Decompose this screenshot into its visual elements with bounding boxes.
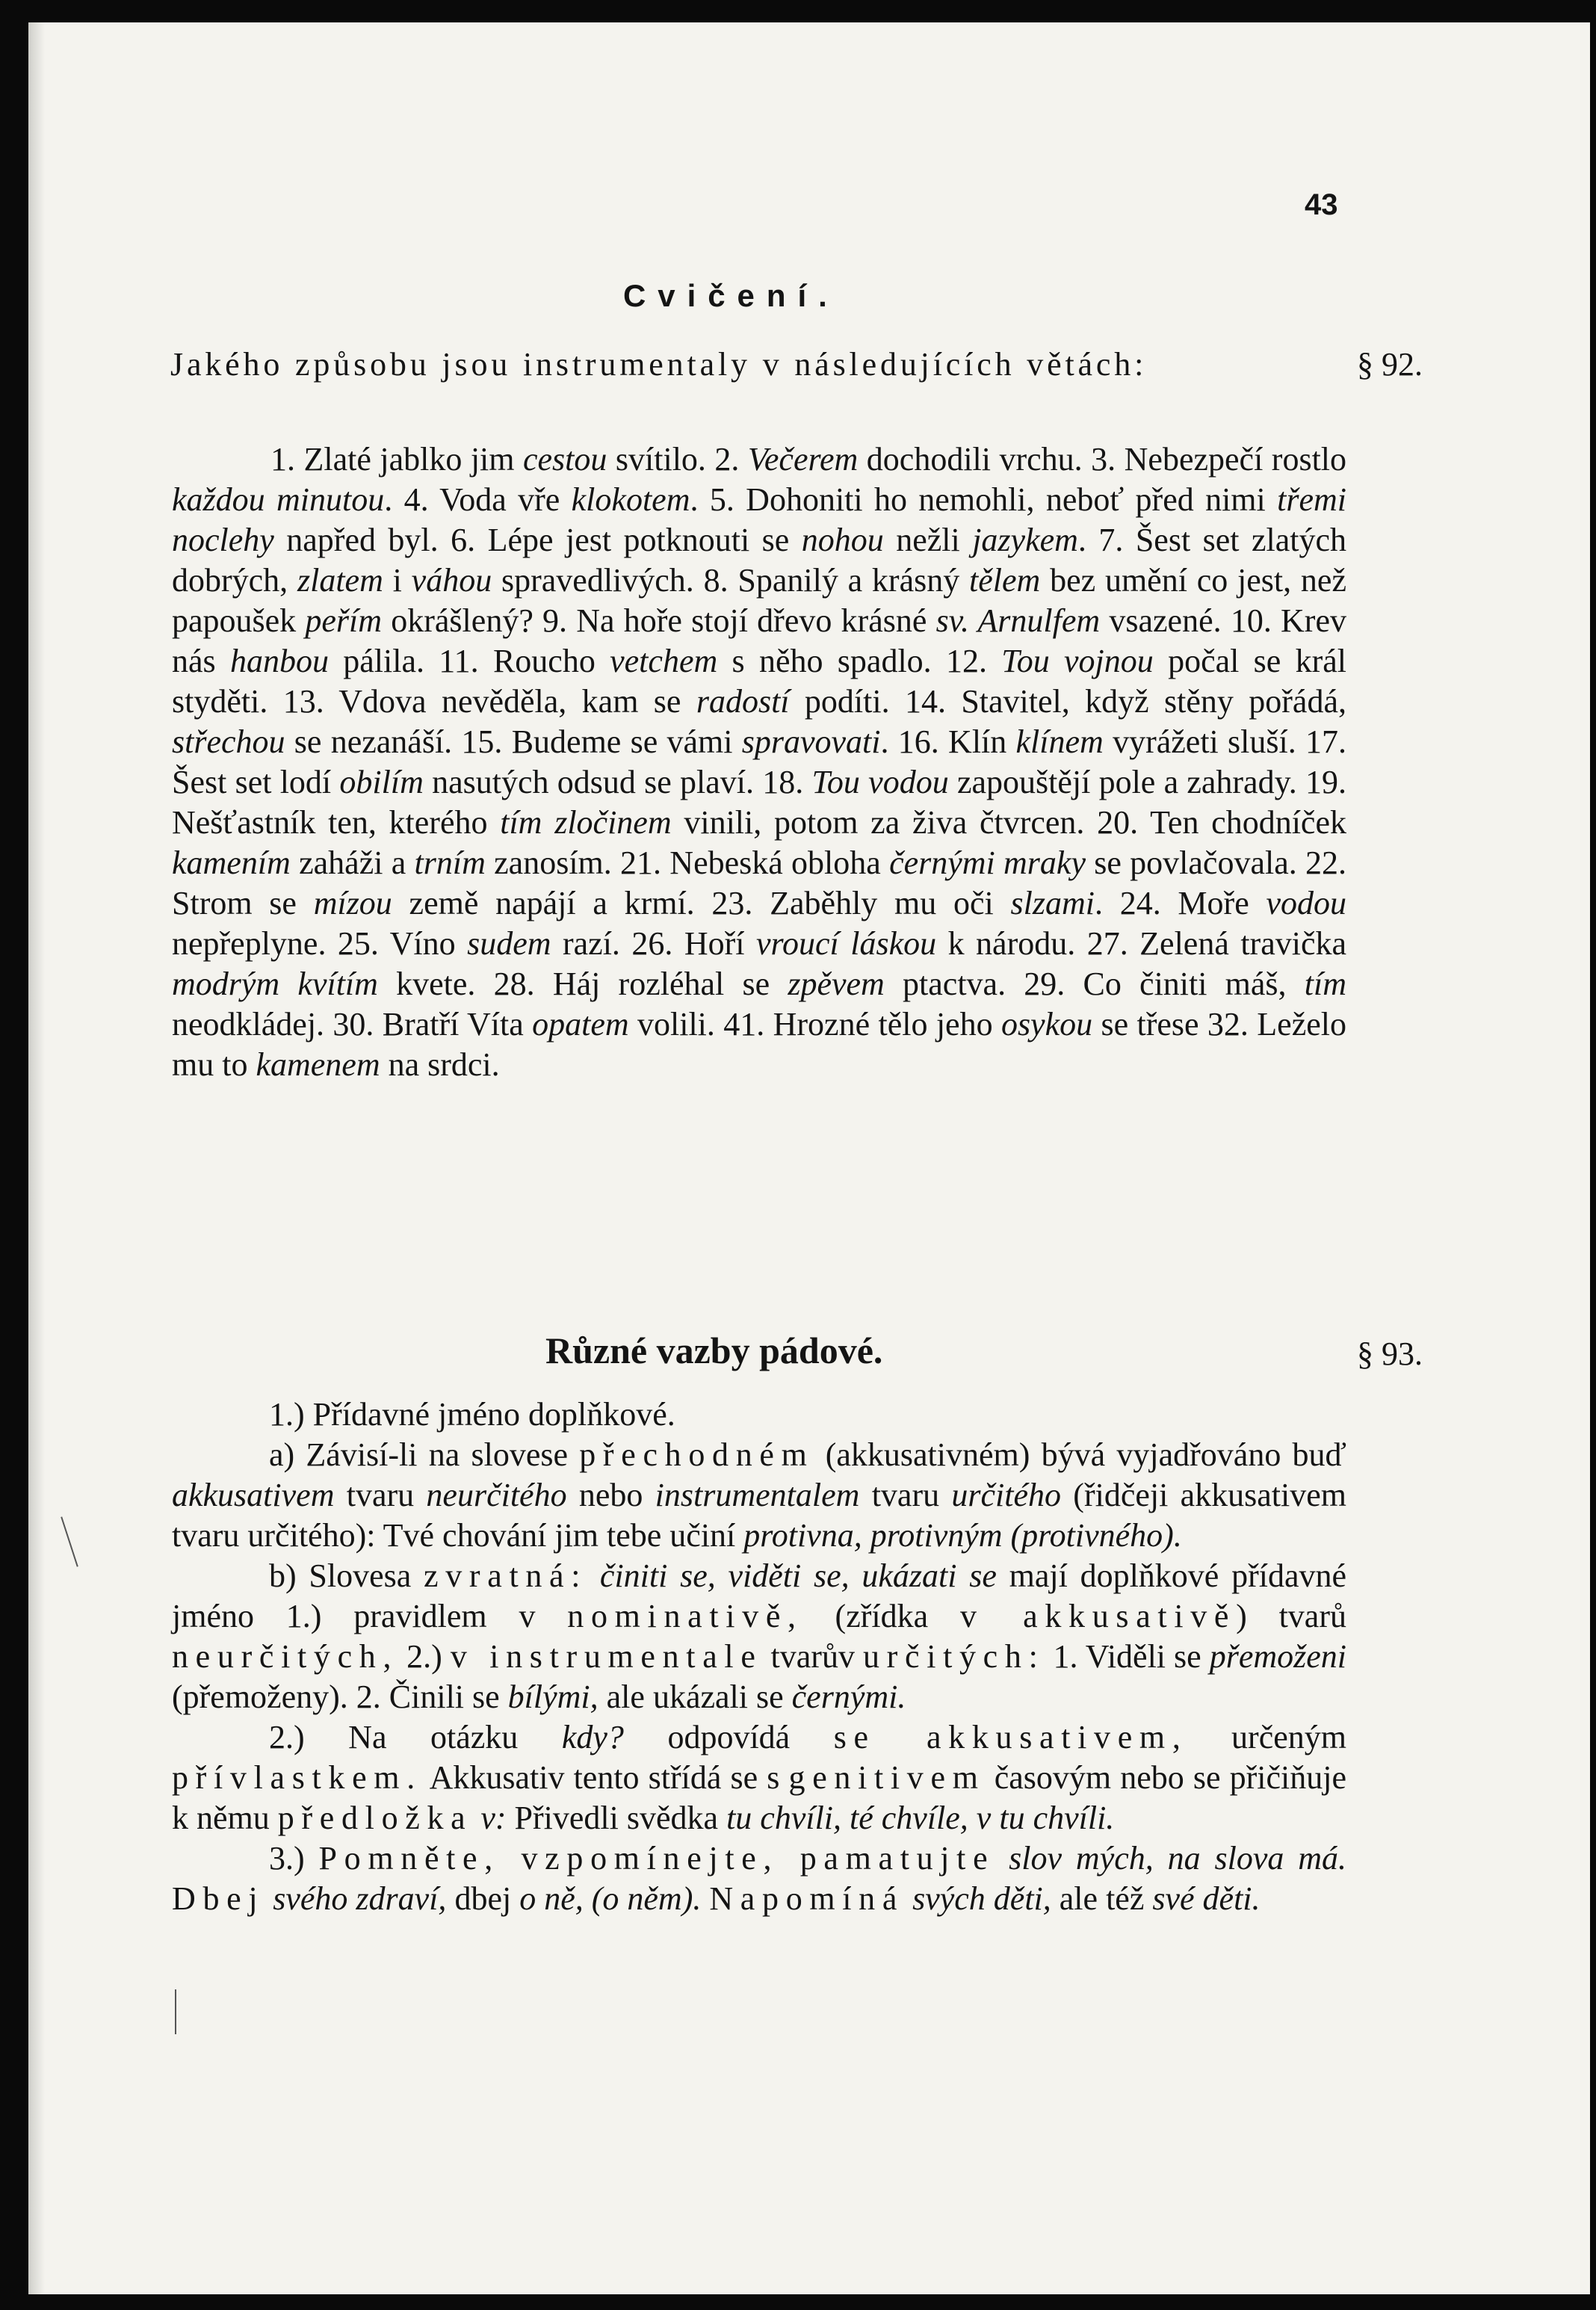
sentence-text: . 4. Voda vře (384, 481, 572, 518)
sentence-text: 3. Nebezpečí rostlo (1091, 441, 1347, 478)
instrumental-example: radostí (696, 683, 790, 720)
sentence-text: zanosím. 21. Nebeská obloha (485, 844, 890, 881)
instrumental-example: hanbou (229, 643, 329, 679)
sentence-text: neodkládej. 30. Bratří Víta (172, 1006, 533, 1043)
sentence-text: zaháži a (290, 844, 415, 881)
sentence-text: . 24. Moře (1094, 885, 1266, 921)
sentence-text: vsazené. 10. Krev nás (172, 602, 1346, 679)
instrumental-example: černými mraky (889, 844, 1086, 881)
instrumental-example: mízou (313, 885, 392, 921)
sentence-text: na srdci. (380, 1046, 500, 1083)
instrumental-example: váhou (411, 562, 492, 599)
instrumental-example: kamenem (256, 1046, 380, 1083)
instrumental-example: vetchem (610, 643, 718, 679)
sentence-text: ptactva. 29. Co činiti máš, (884, 966, 1305, 1002)
instrumental-example: trním (414, 844, 486, 881)
sentence-text: napřed byl. (273, 522, 439, 558)
sentence-text: i (383, 562, 412, 599)
sentence-text: 1. Zlaté jablko jim (270, 441, 523, 478)
sentence-text: okrášlený? 9. Na hoře stojí dřevo krásné (382, 602, 936, 639)
sentence-text: kvete. 28. Háj rozléhal se (377, 966, 788, 1002)
instrumental-example: třemi noclehy (172, 481, 1346, 558)
paragraph-mark-92: § 92. (1357, 346, 1423, 383)
instrumental-example: modrým kvítím (172, 966, 378, 1002)
sentence-text: se třese 32. Leželo mu to (172, 1006, 1346, 1083)
sentence-text: nežli (883, 522, 973, 558)
instrumental-example: Tou vodou (811, 764, 949, 800)
sentence-text: se nezanáší. 15. Budeme se vámi (285, 723, 742, 760)
instrumental-example: cestou (523, 441, 607, 478)
paragraph-mark-93: § 93. (1357, 1335, 1423, 1372)
instrumental-example: osykou (1000, 1006, 1093, 1043)
sentence-text: razí. 26. Hoří (551, 925, 756, 962)
instrumental-example: nohou (801, 522, 884, 558)
instrumental-example: sv. Arnulfem (935, 602, 1101, 639)
instrumental-example: klokotem (571, 481, 690, 518)
sentence-text: s něho spadlo. 12. (717, 643, 1002, 679)
instrumental-example: Večerem (747, 441, 859, 478)
sentence-text: země napájí a krmí. 23. Zaběhly mu oči (392, 885, 1011, 921)
sentence-text: k národu. 27. Zelená travička (936, 925, 1347, 962)
instrumental-example: tělem (969, 562, 1041, 599)
instrumental-example: spravovati (741, 723, 881, 760)
sentence-text: dochodili vrchu. (858, 441, 1083, 478)
sentence-text: 6. Lépe jest potknouti se (451, 522, 802, 558)
rule-3: 3.) Pomněte, vzpomínejte, pamatujte slov mých, na slova má. Dbej svého zdraví, dbej o ně, (o něm). Napomíná svých děti, ale též své děti. (172, 1840, 1347, 1917)
section-heading: Různé vazby pádové. (545, 1330, 883, 1371)
sentence-text: zapouštějí pole a zahrady. 19. Nešťastník ten, kterého (172, 764, 1346, 841)
sentence-text: pálila. 11. Roucho (328, 643, 610, 679)
instrumental-example: jazykem (972, 522, 1078, 558)
instrumental-example: kamením (172, 844, 291, 881)
instrumental-example: tím zločinem (500, 804, 672, 841)
instrumental-example: obilím (339, 764, 424, 800)
rule-1b: b) Slovesa zvratná: činiti se, viděti se, ukázati se mají doplňkové přídavné jméno 1.) pravidlem v nominativě, (zřídka v akkusativě) tvarů neurčitých, 2.) v instrumentale tvarův určitých: 1. Viděli se přemoženi (přemoženy). 2. Činili se bílými, ale ukázali se černými. (172, 1557, 1347, 1715)
rule-1-heading: 1.) Přídavné jméno doplňkové. (269, 1396, 675, 1433)
instrumental-example: Tou vojnou (1001, 643, 1154, 679)
sentence-text: počal se král styděti. 13. Vdova nevěděla, kam se (172, 643, 1347, 720)
sentence-text: bez umění co jest, než papoušek (172, 562, 1346, 639)
margin-pencil-mark (61, 1516, 78, 1566)
exercise-instruction: Jakého způsobu jsou instrumentaly v následujících větách: (170, 346, 1148, 383)
instrumental-example: opatem (532, 1006, 629, 1043)
rules-text (172, 1395, 1346, 1919)
sentence-text: nasutých odsud se plaví. 18. (423, 764, 812, 800)
margin-pencil-mark (175, 1989, 176, 2034)
exercise-heading: Cvičení. (623, 278, 839, 313)
instrumental-example: peřím (305, 602, 383, 639)
sentence-text: . 7. Šest set zlatých dobrých, (172, 522, 1347, 599)
sentence-text: nepřeplyne. 25. Víno (172, 925, 468, 962)
instrumental-example: tím (1304, 966, 1346, 1002)
sentence-text: volili. 41. Hrozné tělo jeho (628, 1006, 1001, 1043)
sentence-text: spravedlivých. 8. Spanilý a krásný (492, 562, 970, 599)
instrumental-example: vodou (1266, 885, 1346, 921)
sentence-text: podíti. 14. Stavitel, když stěny pořádá, (789, 683, 1346, 720)
sentence-text: vyrážeti sluší. 17. Šest set lodí (172, 723, 1346, 800)
exercise-sentences (172, 439, 1346, 1085)
instrumental-example: sudem (467, 925, 551, 962)
sentence-text: vinili, potom za živa čtvrcen. 20. Ten chodníček (671, 804, 1346, 841)
sentence-text: se povlačovala. 22. Strom se (172, 844, 1347, 921)
instrumental-example: každou minutou (172, 481, 385, 518)
sentence-text: . 5. Dohoniti ho nemohli, neboť před nimi (690, 481, 1278, 518)
instrumental-example: zpěvem (788, 966, 885, 1002)
sentence-text: . 16. Klín (880, 723, 1016, 760)
rule-1a: a) Závisí-li na slovese přechodném (akkusativném) bývá vyjadřováno buď akkusativem tvaru neurčitého nebo instrumentalem tvaru určitého (řidčeji akkusativem tvaru určitého): Tvé chování jim tebe učiní protivna, protivným (protivného). (172, 1436, 1346, 1554)
page-edge-shadow (28, 22, 45, 2294)
rule-2: 2.) Na otázku kdy? odpovídá se akkusativem, určeným přívlastkem. Akkusativ tento střídá se s genitivem časovým nebo se přičiňuje k němu předložka v: Přivedli svědka tu chvíli, té chvíle, v tu chvíli. (172, 1719, 1346, 1836)
instrumental-example: klínem (1015, 723, 1104, 760)
instrumental-example: slzami (1010, 885, 1095, 921)
page-number: 43 (1305, 188, 1338, 221)
book-page (28, 22, 1590, 2294)
sentence-text: svítilo. 2. (607, 441, 748, 478)
instrumental-example: vroucí láskou (755, 925, 937, 962)
instrumental-example: střechou (172, 723, 285, 760)
instrumental-example: zlatem (297, 562, 383, 599)
